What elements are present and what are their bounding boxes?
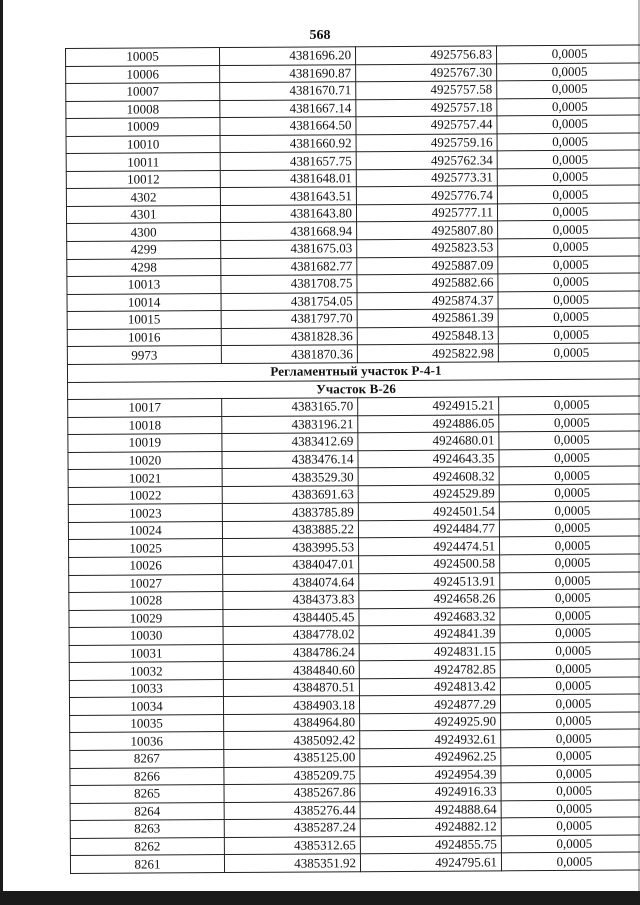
page-number: 568 <box>309 28 331 43</box>
point-number-cell: 10010 <box>66 135 220 153</box>
x-coordinate-cell: 4383476.14 <box>222 450 358 468</box>
point-number-cell: 10011 <box>66 153 220 171</box>
error-cell: 0,0005 <box>500 694 640 712</box>
error-cell: 0,0005 <box>500 589 640 607</box>
x-coordinate-cell: 4385125.00 <box>224 749 360 767</box>
y-coordinate-cell: 4924925.90 <box>360 713 501 731</box>
error-cell: 0,0005 <box>501 712 640 730</box>
error-cell: 0,0005 <box>498 256 640 274</box>
point-number-cell: 10033 <box>69 679 223 697</box>
error-cell: 0,0005 <box>501 800 640 818</box>
y-coordinate-cell: 4925848.13 <box>357 327 498 345</box>
error-cell: 0,0005 <box>497 63 640 81</box>
error-cell: 0,0005 <box>501 852 640 871</box>
x-coordinate-cell: 4381797.70 <box>221 310 357 328</box>
x-coordinate-cell: 4384870.51 <box>223 679 359 697</box>
x-coordinate-cell: 4383412.69 <box>222 433 358 451</box>
y-coordinate-cell: 4924608.32 <box>358 467 499 485</box>
point-number-cell: 10034 <box>69 697 223 715</box>
y-coordinate-cell: 4925759.16 <box>356 134 497 152</box>
error-cell: 0,0005 <box>499 414 640 432</box>
point-number-cell: 10005 <box>66 48 220 66</box>
y-coordinate-cell: 4924643.35 <box>358 450 499 468</box>
point-number-cell: 10014 <box>67 293 221 311</box>
error-cell: 0,0005 <box>499 484 640 502</box>
x-coordinate-cell: 4381643.80 <box>220 205 356 223</box>
x-coordinate-cell: 4385267.86 <box>224 784 360 802</box>
x-coordinate-cell: 4384405.45 <box>223 608 359 626</box>
y-coordinate-cell: 4925767.30 <box>356 63 497 81</box>
y-coordinate-cell: 4925823.53 <box>357 239 498 257</box>
y-coordinate-cell: 4925807.80 <box>357 221 498 239</box>
y-coordinate-cell: 4924782.85 <box>359 660 500 678</box>
point-number-cell: 10030 <box>69 627 223 645</box>
point-number-cell: 10008 <box>66 100 220 118</box>
y-coordinate-cell: 4925822.98 <box>357 344 498 363</box>
y-coordinate-cell: 4924795.61 <box>360 853 501 872</box>
y-coordinate-cell: 4924954.39 <box>360 765 501 783</box>
y-coordinate-cell: 4924474.51 <box>358 537 499 555</box>
x-coordinate-cell: 4381660.92 <box>220 134 356 152</box>
error-cell: 0,0005 <box>499 536 640 554</box>
y-coordinate-cell: 4924658.26 <box>359 590 500 608</box>
x-coordinate-cell: 4381668.94 <box>221 222 357 240</box>
error-cell: 0,0005 <box>498 273 640 291</box>
y-coordinate-cell: 4924501.54 <box>358 502 499 520</box>
x-coordinate-cell: 4381682.77 <box>221 257 357 275</box>
x-coordinate-cell: 4385287.24 <box>224 819 360 837</box>
point-number-cell: 10013 <box>67 276 221 294</box>
x-coordinate-cell: 4384786.24 <box>223 643 359 661</box>
y-coordinate-cell: 4925756.83 <box>355 46 496 64</box>
error-cell: 0,0005 <box>500 659 640 677</box>
table-body-after <box>68 396 640 873</box>
point-number-cell: 10027 <box>69 574 223 592</box>
error-cell: 0,0005 <box>500 642 640 660</box>
y-coordinate-cell: 4924683.32 <box>359 607 500 625</box>
x-coordinate-cell: 4384047.01 <box>223 556 359 574</box>
y-coordinate-cell: 4924915.21 <box>358 397 499 415</box>
error-cell: 0,0005 <box>499 431 640 449</box>
error-cell: 0,0005 <box>501 782 640 800</box>
error-cell: 0,0005 <box>501 729 640 747</box>
point-number-cell: 8261 <box>70 855 224 874</box>
y-coordinate-cell: 4924500.58 <box>359 555 500 573</box>
error-cell: 0,0005 <box>500 624 640 642</box>
x-coordinate-cell: 4383885.22 <box>222 521 358 539</box>
point-number-cell: 10019 <box>68 434 222 452</box>
x-coordinate-cell: 4381648.01 <box>220 170 356 188</box>
x-coordinate-cell: 4385312.65 <box>224 836 360 854</box>
error-cell: 0,0005 <box>500 607 640 625</box>
point-number-cell: 10009 <box>66 118 220 136</box>
y-coordinate-cell: 4925762.34 <box>356 151 497 169</box>
table-row <box>70 852 640 873</box>
error-cell: 0,0005 <box>498 326 640 344</box>
error-cell: 0,0005 <box>501 747 640 765</box>
x-coordinate-cell: 4381696.20 <box>220 47 356 65</box>
point-number-cell: 8262 <box>70 837 224 855</box>
y-coordinate-cell: 4924877.29 <box>359 695 500 713</box>
point-number-cell: 10029 <box>69 609 223 627</box>
x-coordinate-cell: 4381670.71 <box>220 82 356 100</box>
y-coordinate-cell: 4925757.58 <box>356 81 497 99</box>
error-cell: 0,0005 <box>499 396 640 414</box>
x-coordinate-cell: 4381754.05 <box>221 292 357 310</box>
error-cell: 0,0005 <box>497 150 640 168</box>
x-coordinate-cell: 4384840.60 <box>223 661 359 679</box>
x-coordinate-cell: 4385209.75 <box>224 766 360 784</box>
error-cell: 0,0005 <box>500 677 640 695</box>
point-number-cell: 8267 <box>70 750 224 768</box>
y-coordinate-cell: 4924855.75 <box>360 836 501 854</box>
y-coordinate-cell: 4924932.61 <box>360 730 501 748</box>
point-number-cell: 10016 <box>67 328 221 346</box>
error-cell: 0,0005 <box>496 45 640 63</box>
y-coordinate-cell: 4924513.91 <box>359 572 500 590</box>
error-cell: 0,0005 <box>501 835 640 853</box>
x-coordinate-cell: 4384074.64 <box>223 573 359 591</box>
point-number-cell: 4300 <box>67 223 221 241</box>
x-coordinate-cell: 4384903.18 <box>223 696 359 714</box>
x-coordinate-cell: 4383785.89 <box>222 503 358 521</box>
section-title: Регламентный участок Р-4-1 <box>67 361 640 382</box>
error-cell: 0,0005 <box>501 817 640 835</box>
error-cell: 0,0005 <box>500 571 640 589</box>
y-coordinate-cell: 4925887.09 <box>357 256 498 274</box>
y-coordinate-cell: 4924529.89 <box>358 485 499 503</box>
x-coordinate-cell: 4381690.87 <box>220 64 356 82</box>
y-coordinate-cell: 4925874.37 <box>357 292 498 310</box>
error-cell: 0,0005 <box>499 449 640 467</box>
point-number-cell: 8266 <box>70 767 224 785</box>
x-coordinate-cell: 4383995.53 <box>223 538 359 556</box>
point-number-cell: 10025 <box>69 539 223 557</box>
error-cell: 0,0005 <box>497 98 640 116</box>
point-number-cell: 10035 <box>70 714 224 732</box>
error-cell: 0,0005 <box>498 238 640 256</box>
scan-edge-left <box>0 0 3 905</box>
error-cell: 0,0005 <box>499 501 640 519</box>
point-number-cell: 10028 <box>69 592 223 610</box>
error-cell: 0,0005 <box>497 133 640 151</box>
y-coordinate-cell: 4924484.77 <box>358 520 499 538</box>
x-coordinate-cell: 4385351.92 <box>224 854 360 873</box>
x-coordinate-cell: 4381675.03 <box>221 240 357 258</box>
scan-edge-bottom <box>0 891 640 905</box>
x-coordinate-cell: 4381708.75 <box>221 275 357 293</box>
point-number-cell: 10036 <box>70 732 224 750</box>
x-coordinate-cell: 4381870.36 <box>221 345 357 363</box>
error-cell: 0,0005 <box>498 308 640 326</box>
point-number-cell: 8263 <box>70 820 224 838</box>
point-number-cell: 4298 <box>67 258 221 276</box>
point-number-cell: 4301 <box>66 205 220 223</box>
point-number-cell: 9973 <box>67 346 221 365</box>
point-number-cell: 10024 <box>68 521 222 539</box>
y-coordinate-cell: 4924831.15 <box>359 643 500 661</box>
point-number-cell: 10012 <box>66 170 220 188</box>
subsection-title: Участок В-26 <box>68 378 640 399</box>
point-number-cell: 4302 <box>66 188 220 206</box>
point-number-cell: 10020 <box>68 451 222 469</box>
error-cell: 0,0005 <box>498 220 640 238</box>
y-coordinate-cell: 4924886.05 <box>358 414 499 432</box>
section-headers <box>67 361 640 400</box>
x-coordinate-cell: 4384778.02 <box>223 626 359 644</box>
error-cell: 0,0005 <box>497 203 640 221</box>
error-cell: 0,0005 <box>498 343 640 362</box>
y-coordinate-cell: 4925777.11 <box>356 204 497 222</box>
y-coordinate-cell: 4925776.74 <box>356 186 497 204</box>
point-number-cell: 8264 <box>70 802 224 820</box>
point-number-cell: 8265 <box>70 785 224 803</box>
y-coordinate-cell: 4925861.39 <box>357 309 498 327</box>
coordinates-table <box>65 44 640 874</box>
x-coordinate-cell: 4383165.70 <box>222 398 358 416</box>
point-number-cell: 10021 <box>68 469 222 487</box>
x-coordinate-cell: 4381643.51 <box>220 187 356 205</box>
point-number-cell: 10032 <box>69 662 223 680</box>
error-cell: 0,0005 <box>497 185 640 203</box>
point-number-cell: 10015 <box>67 311 221 329</box>
y-coordinate-cell: 4925773.31 <box>356 169 497 187</box>
point-number-cell: 10023 <box>68 504 222 522</box>
y-coordinate-cell: 4925757.18 <box>356 99 497 117</box>
error-cell: 0,0005 <box>501 764 640 782</box>
table-body-before <box>66 45 640 364</box>
x-coordinate-cell: 4385276.44 <box>224 801 360 819</box>
point-number-cell: 10017 <box>68 399 222 417</box>
y-coordinate-cell: 4924916.33 <box>360 783 501 801</box>
x-coordinate-cell: 4384373.83 <box>223 591 359 609</box>
x-coordinate-cell: 4384964.80 <box>224 714 360 732</box>
error-cell: 0,0005 <box>500 554 640 572</box>
error-cell: 0,0005 <box>497 168 640 186</box>
y-coordinate-cell: 4924888.64 <box>360 800 501 818</box>
x-coordinate-cell: 4383529.30 <box>222 468 358 486</box>
x-coordinate-cell: 4381664.50 <box>220 117 356 135</box>
y-coordinate-cell: 4925882.66 <box>357 274 498 292</box>
x-coordinate-cell: 4385092.42 <box>224 731 360 749</box>
y-coordinate-cell: 4924841.39 <box>359 625 500 643</box>
point-number-cell: 10031 <box>69 644 223 662</box>
y-coordinate-cell: 4924962.25 <box>360 748 501 766</box>
x-coordinate-cell: 4381828.36 <box>221 327 357 345</box>
error-cell: 0,0005 <box>498 291 640 309</box>
error-cell: 0,0005 <box>499 519 640 537</box>
y-coordinate-cell: 4925757.44 <box>356 116 497 134</box>
point-number-cell: 10006 <box>66 65 220 83</box>
y-coordinate-cell: 4924813.42 <box>359 678 500 696</box>
x-coordinate-cell: 4383196.21 <box>222 415 358 433</box>
error-cell: 0,0005 <box>497 115 640 133</box>
x-coordinate-cell: 4381667.14 <box>220 99 356 117</box>
x-coordinate-cell: 4381657.75 <box>220 152 356 170</box>
point-number-cell: 10026 <box>69 557 223 575</box>
point-number-cell: 10018 <box>68 416 222 434</box>
point-number-cell: 4299 <box>67 241 221 259</box>
error-cell: 0,0005 <box>499 466 640 484</box>
point-number-cell: 10022 <box>68 486 222 504</box>
x-coordinate-cell: 4383691.63 <box>222 485 358 503</box>
y-coordinate-cell: 4924680.01 <box>358 432 499 450</box>
y-coordinate-cell: 4924882.12 <box>360 818 501 836</box>
point-number-cell: 10007 <box>66 83 220 101</box>
error-cell: 0,0005 <box>497 80 640 98</box>
